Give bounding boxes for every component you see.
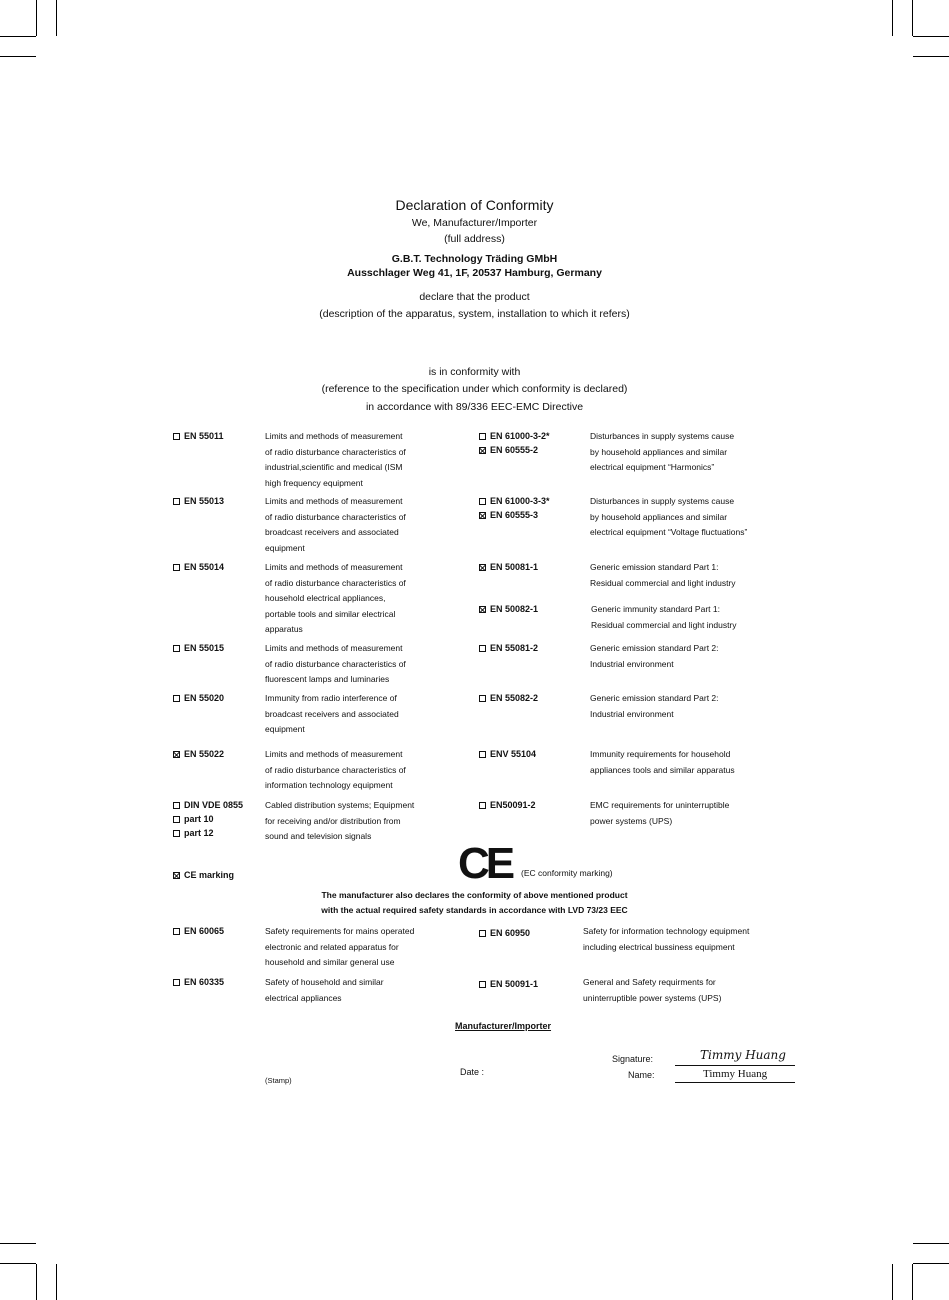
standard-item [479, 602, 538, 616]
standard-item [173, 429, 224, 443]
standard-code: EN 55015 [184, 643, 225, 653]
standard-item [173, 641, 224, 655]
description-line: high frequency equipment [265, 477, 363, 488]
checkbox-checked-icon [479, 606, 486, 613]
standard-codes [479, 798, 536, 812]
description-line: information technology equipment [265, 780, 393, 790]
description-line: Generic emission standard Part 1: [590, 562, 719, 572]
description-line: Cabled distribution systems; Equipment [265, 800, 415, 810]
manufacturer-label: We, Manufacturer/Importer [411, 217, 538, 229]
ce-mark-logo: CE [458, 839, 512, 888]
description-line: Limits and methods of measurement [265, 749, 403, 759]
checkbox-checked-icon [173, 872, 180, 879]
standard-codes [173, 798, 243, 840]
standard-description [265, 747, 465, 794]
description-line: of radio disturbance characteristics of [265, 658, 406, 669]
standard-description [590, 691, 790, 722]
ce-mark-note: (EC conformity marking) [521, 868, 613, 878]
standard-codes [173, 691, 224, 705]
standard-codes [479, 494, 550, 522]
standard-item [479, 747, 536, 761]
lvd-statement-line1: The manufacturer also declares the conformity of above mentioned product [321, 890, 628, 900]
description-line: household electrical appliances, [265, 593, 386, 603]
description-line: Industrial environment [590, 658, 674, 669]
description-line: of radio disturbance characteristics of [265, 577, 406, 588]
manufacturer-importer-heading: Manufacturer/Importer [455, 1021, 552, 1031]
description-line: Disturbances in supply systems cause [590, 431, 735, 441]
standard-item [173, 494, 224, 508]
description-line: Generic emission standard Part 2: [590, 643, 719, 653]
standard-code: EN 55082-2 [490, 693, 539, 703]
description-line: including electrical bussiness equipment [583, 941, 735, 952]
description-line: of radio disturbance characteristics of [265, 446, 406, 457]
standard-item [173, 826, 243, 840]
signature-line [675, 1065, 795, 1066]
standard-codes [479, 977, 538, 991]
standard-description [265, 798, 465, 845]
crop-mark [0, 1243, 36, 1244]
crop-mark [0, 56, 36, 57]
description-line: EMC requirements for uninterruptible [590, 800, 730, 810]
checkbox-unchecked-icon [479, 751, 486, 758]
crop-mark [56, 1264, 57, 1300]
description-line: Immunity from radio interference of [265, 693, 397, 703]
standard-description [590, 747, 790, 778]
description-line: Limits and methods of measurement [265, 496, 403, 506]
standard-description [591, 602, 791, 633]
checkbox-unchecked-icon [173, 564, 180, 571]
standard-code: EN 60950 [490, 928, 531, 938]
crop-mark [912, 0, 913, 36]
description-line: equipment [265, 542, 305, 553]
description-line: of radio disturbance characteristics of [265, 764, 406, 775]
description-line: Generic emission standard Part 2: [590, 693, 719, 703]
checkbox-checked-icon [173, 751, 180, 758]
description-line: appliances tools and similar apparatus [590, 764, 735, 775]
standard-item [173, 560, 224, 574]
checkbox-unchecked-icon [479, 981, 486, 988]
standard-code: EN 55011 [184, 431, 224, 441]
checkbox-unchecked-icon [479, 695, 486, 702]
standard-code: part 10 [184, 814, 214, 824]
standard-description [590, 560, 790, 591]
standard-code: EN 55013 [184, 496, 225, 506]
standard-description [265, 429, 465, 491]
standard-code: EN 55014 [184, 562, 225, 572]
product-description: (description of the apparatus, system, installation to which it refers) [319, 308, 630, 320]
standard-code: part 12 [184, 828, 214, 838]
standard-codes [479, 926, 530, 940]
standard-item [173, 924, 224, 938]
company-name: G.B.T. Technology Träding GMbH [391, 253, 558, 265]
description-line: Immunity requirements for household [590, 749, 731, 759]
description-line: Limits and methods of measurement [265, 562, 403, 572]
description-line: for receiving and/or distribution from [265, 815, 401, 826]
description-line: General and Safety requirments for [583, 977, 716, 987]
standard-codes [173, 429, 224, 443]
description-line: Safety of household and similar [265, 977, 384, 987]
name-line [675, 1082, 795, 1083]
standard-item [479, 560, 538, 574]
standard-description [590, 429, 790, 476]
standard-item [479, 691, 538, 705]
checkbox-checked-icon [479, 512, 486, 519]
checkbox-unchecked-icon [173, 830, 180, 837]
standard-description [265, 560, 465, 638]
description-line: by household appliances and similar [590, 511, 728, 522]
crop-mark [36, 0, 37, 36]
standard-code: EN 55081-2 [490, 643, 539, 653]
standard-codes [173, 560, 224, 574]
declare-text: declare that the product [419, 291, 530, 303]
description-line: broadcast receivers and associated [265, 527, 399, 537]
description-line: Residual commercial and light industry [591, 619, 737, 630]
standard-item [479, 494, 550, 508]
standard-item [173, 798, 243, 812]
description-line: of radio disturbance characteristics of [265, 511, 406, 522]
crop-mark [892, 1264, 893, 1300]
checkbox-unchecked-icon [479, 645, 486, 652]
signature: Timmy Huang [700, 1048, 786, 1062]
standard-codes [173, 747, 224, 761]
description-line: Residual commercial and light industry [590, 577, 736, 588]
description-line: broadcast receivers and associated [265, 708, 399, 719]
checkbox-unchecked-icon [479, 802, 486, 809]
standard-item [479, 977, 538, 991]
standard-codes [479, 691, 538, 705]
standard-codes [479, 641, 538, 655]
standard-code: DIN VDE 0855 [184, 800, 244, 810]
standard-description [590, 494, 790, 541]
standard-code: EN 61000-3-2* [490, 431, 550, 441]
checkbox-unchecked-icon [173, 645, 180, 652]
crop-mark [56, 0, 57, 36]
standard-description [265, 494, 465, 556]
stamp-label: (Stamp) [265, 1076, 292, 1085]
standard-item [173, 747, 224, 761]
description-line: Industrial environment [590, 708, 674, 719]
date-label: Date : [460, 1067, 485, 1077]
standard-description [265, 691, 465, 738]
description-line: by household appliances and similar [590, 446, 728, 457]
standard-code: EN 50082-1 [490, 604, 539, 614]
crop-mark [913, 36, 949, 37]
standard-code: EN 61000-3-3* [490, 496, 550, 506]
crop-mark [913, 56, 949, 57]
description-line: Limits and methods of measurement [265, 431, 403, 441]
checkbox-unchecked-icon [479, 930, 486, 937]
standard-codes [173, 975, 224, 989]
description-line: uninterruptible power systems (UPS) [583, 992, 722, 1003]
standard-codes [479, 602, 538, 616]
description-line: portable tools and similar electrical [265, 608, 396, 619]
ce-marking-item [173, 870, 234, 880]
description-line: equipment [265, 724, 305, 734]
standard-item [479, 926, 530, 940]
name-value: Timmy Huang [703, 1068, 768, 1080]
standard-item [479, 798, 536, 812]
checkbox-unchecked-icon [173, 433, 180, 440]
description-line: sound and television signals [265, 831, 372, 841]
description-line: fluorescent lamps and luminaries [265, 674, 390, 684]
standard-item [173, 812, 243, 826]
checkbox-unchecked-icon [173, 979, 180, 986]
checkbox-unchecked-icon [173, 802, 180, 809]
standard-item [479, 429, 550, 443]
standard-description [583, 924, 803, 955]
standard-codes [479, 560, 538, 574]
company-address: Ausschlager Weg 41, 1F, 20537 Hamburg, Germany [347, 267, 602, 279]
directive-text: in accordance with 89/336 EEC-EMC Directive [365, 401, 584, 413]
description-line: apparatus [265, 624, 303, 634]
name-label: Name: [628, 1070, 655, 1080]
checkbox-checked-icon [479, 564, 486, 571]
crop-mark [36, 1264, 37, 1300]
standard-codes [479, 747, 536, 761]
crop-mark [913, 1263, 949, 1264]
description-line: Generic immunity standard Part 1: [591, 604, 720, 614]
document-title: Declaration of Conformity [395, 197, 554, 213]
standard-description [265, 975, 465, 1006]
standard-code: EN 60065 [184, 926, 225, 936]
standard-code: EN 60555-2 [490, 445, 539, 455]
checkbox-unchecked-icon [173, 816, 180, 823]
standard-code: ENV 55104 [490, 749, 537, 759]
standard-item [479, 443, 550, 457]
standard-item [173, 691, 224, 705]
conformity-text: is in conformity with [428, 366, 521, 378]
description-line: Safety requirements for mains operated [265, 926, 415, 936]
checkbox-unchecked-icon [479, 498, 486, 505]
reference-text: (reference to the specification under which conformity is declared) [321, 383, 628, 395]
standard-code: EN 50091-1 [490, 979, 539, 989]
lvd-statement-line2: with the actual required safety standards in accordance with LVD 73/23 EEC [321, 905, 628, 915]
standard-code: EN 60555-3 [490, 510, 539, 520]
description-line: electrical appliances [265, 992, 342, 1003]
checkbox-unchecked-icon [173, 928, 180, 935]
description-line: Safety for information technology equipment [583, 926, 750, 936]
standard-codes [173, 924, 224, 938]
standard-description [590, 798, 790, 829]
standard-code: EN 55020 [184, 693, 225, 703]
address-label: (full address) [444, 233, 505, 245]
description-line: electronic and related apparatus for [265, 941, 399, 952]
standard-codes [479, 429, 550, 457]
checkbox-unchecked-icon [173, 695, 180, 702]
description-line: Disturbances in supply systems cause [590, 496, 735, 506]
signature-label: Signature: [612, 1054, 654, 1064]
standard-codes [173, 641, 224, 655]
crop-mark [892, 0, 893, 36]
crop-mark [0, 1263, 36, 1264]
description-line: industrial,scientific and medical (ISM [265, 462, 403, 472]
checkbox-unchecked-icon [479, 433, 486, 440]
standard-codes [173, 494, 224, 508]
standard-description [583, 975, 803, 1006]
checkbox-checked-icon [479, 447, 486, 454]
description-line: household and similar general use [265, 957, 395, 967]
description-line: electrical equipment “Harmonics” [590, 462, 715, 472]
description-line: electrical equipment “Voltage fluctuations” [590, 527, 748, 537]
standard-description [590, 641, 790, 672]
standard-code: EN 60335 [184, 977, 225, 987]
crop-mark [912, 1264, 913, 1300]
standard-item [173, 975, 224, 989]
standard-code: CE marking [184, 870, 235, 880]
standard-code: EN50091-2 [490, 800, 536, 810]
crop-mark [913, 1243, 949, 1244]
standard-code: EN 50081-1 [490, 562, 539, 572]
standard-code: EN 55022 [184, 749, 225, 759]
description-line: power systems (UPS) [590, 815, 673, 826]
standard-description [265, 641, 465, 688]
description-line: Limits and methods of measurement [265, 643, 403, 653]
standard-item [479, 641, 538, 655]
standard-description [265, 924, 465, 971]
standard-item [479, 508, 550, 522]
crop-mark [0, 36, 36, 37]
checkbox-unchecked-icon [173, 498, 180, 505]
